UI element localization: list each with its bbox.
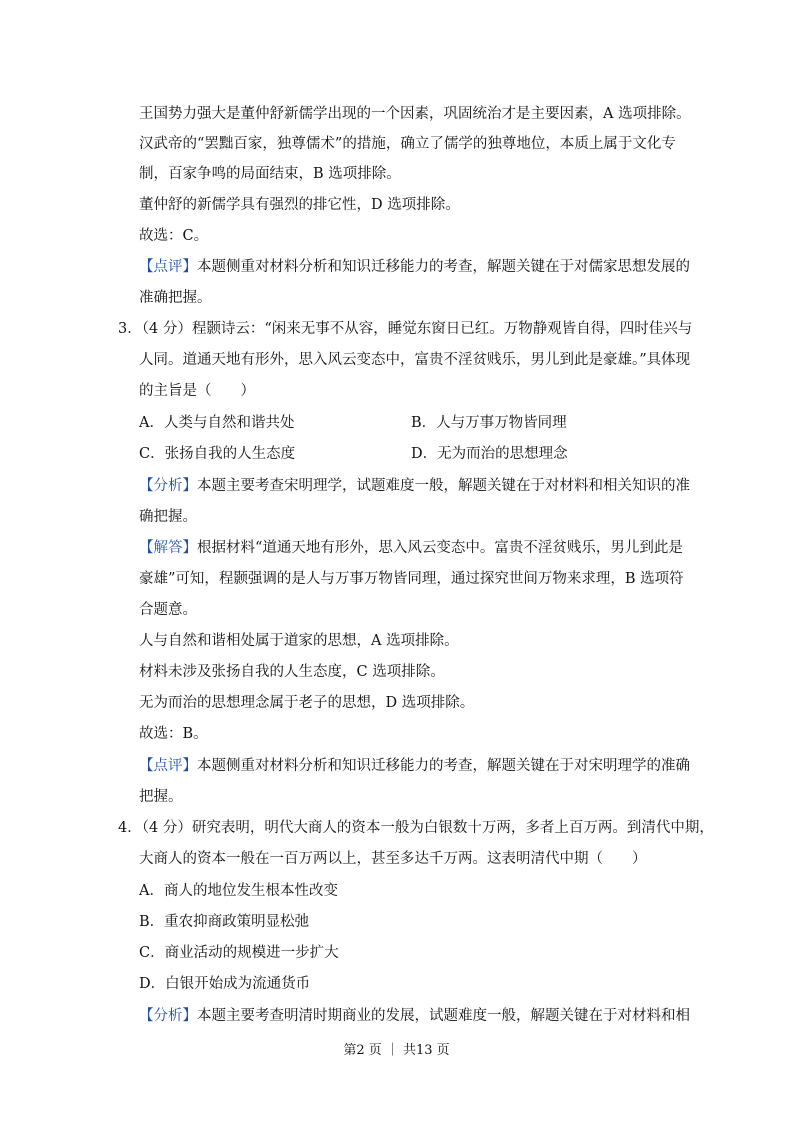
comment-text: 本题侧重对材料分析和知识迁移能力的考查，解题关键在于对儒家思想发展的 [197,259,690,275]
question-number: 3． [118,321,142,337]
analysis-tag: 【分析】 [139,478,197,494]
option-a: A．商人的地位发生根本性改变 [139,883,338,899]
answer-choice: 故选：C。 [139,228,209,244]
comment-tag: 【点评】 [139,758,197,774]
answer-text: 根据材料“道通天地有形外，思入风云变态中。富贵不淫贫贱乐，男儿到此是 [197,540,683,556]
analysis-text: 本题主要考查宋明理学，试题难度一般，解题关键在于对材料和相关知识的准 [197,478,690,494]
comment-line: 准确把握。 [139,290,212,306]
option-b: B．重农抑商政策明显松弛 [139,914,310,930]
comment-line [139,257,690,277]
analysis-line: 确把握。 [139,509,197,525]
question-stem-line: 的主旨是（ ） [139,383,255,399]
paragraph-line: 王国势力强大是董仲舒新儒学出现的一个因素，巩固统治才是主要因素，A 选项排除。 [139,106,691,122]
comment-line: 把握。 [139,789,183,805]
answer-line [139,538,683,558]
answer-line: 合题意。 [139,602,197,618]
answer-choice: 故选：B。 [139,726,208,742]
answer-tag: 【解答】 [139,540,197,556]
option-c: C．商业活动的规模进一步扩大 [139,945,339,961]
explanation-line: 人与自然和谐相处属于道家的思想，A 选项排除。 [139,633,459,649]
option-d: D．无为而治的思想理念 [411,446,568,462]
question-stem-line: 人同。道通天地有形外，思入风云变态中，富贵不淫贫贱乐，男儿到此是豪雄。”具体现 [139,352,691,368]
question-3-stem [118,319,692,339]
paragraph-line: 汉武帝的“罢黜百家，独尊儒术”的措施，确立了儒学的独尊地位，本质上属于文化专 [139,136,676,152]
comment-line [139,756,690,776]
question-stem-text: （4 分）程颢诗云：“闲来无事不从容，睡觉东窗日已红。万物静观皆自得，四时佳兴与 [141,321,693,337]
analysis-tag: 【分析】 [139,1008,197,1024]
option-a: A．人类与自然和谐共处 [139,415,295,431]
page-footer: 第2 页 ｜ 共13 页 [343,1043,450,1058]
question-stem-line: 大商人的资本一般在一百万两以上，甚至多达千万两。这表明清代中期（ ） [139,851,647,867]
paragraph-line: 制，百家争鸣的局面结束，B 选项排除。 [139,166,401,182]
explanation-line: 材料未涉及张扬自我的人生态度，C 选项排除。 [139,664,445,680]
paragraph-line: 董仲舒的新儒学具有强烈的排它性，D 选项排除。 [139,197,460,213]
question-number: 4． [118,820,142,836]
option-c: C．张扬自我的人生态度 [139,446,296,462]
analysis-line [139,1006,690,1026]
option-d: D．白银开始成为流通货币 [139,976,311,992]
option-b: B．人与万事万物皆同理 [411,415,567,431]
explanation-line: 无为而治的思想理念属于老子的思想，D 选项排除。 [139,695,475,711]
analysis-text: 本题主要考查明清时期商业的发展，试题难度一般，解题关键在于对材料和相 [197,1008,690,1024]
question-4-stem [118,818,714,838]
comment-tag: 【点评】 [139,259,197,275]
comment-text: 本题侧重对材料分析和知识迁移能力的考查，解题关键在于对宋明理学的准确 [197,758,690,774]
answer-line: 豪雄”可知，程颢强调的是人与万事万物皆同理，通过探究世间万物来求理，B 选项符 [139,571,684,587]
question-stem-text: （4 分）研究表明，明代大商人的资本一般为白银数十万两，多者上百万两。到清代中期， [141,820,714,836]
analysis-line [139,476,690,496]
